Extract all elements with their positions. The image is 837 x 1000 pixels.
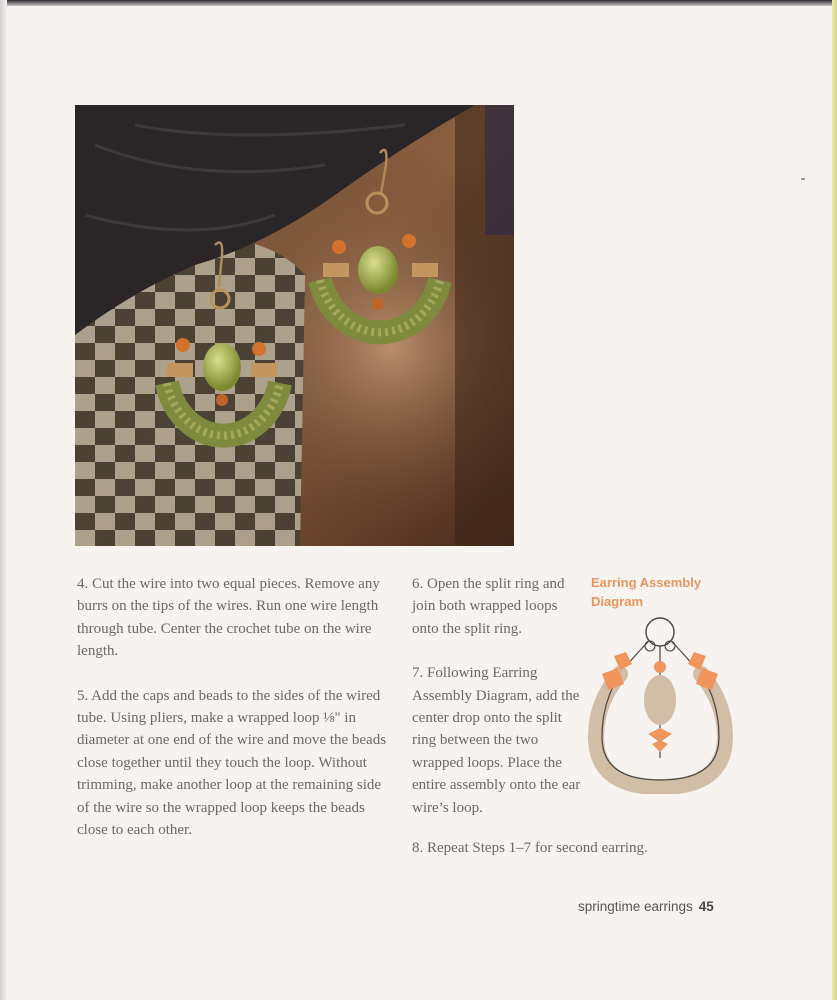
earrings-photo [75,105,514,546]
center-bottom-bead [648,728,672,742]
split-ring [646,618,674,646]
step-5-text: 5. Add the caps and beads to the sides of the wired tube. Using pliers, make a wrapped loop ⅛" in diameter at one end of the wire and move the beads close together until they touch the loop. Without trimming, make another loop at the remaining side of the wire so the wrapped loop keeps the beads close to each other. [77,687,387,839]
page-number: 45 [698,899,714,914]
page-edge-left [0,0,7,1000]
footer-section-title: springtime earrings [578,899,693,914]
step-7-text: 7. Following Earring Assembly Diagram, add the center drop onto the split ring between the two wrapped loops. Place the entire assembly onto the ear wire’s loop. [412,665,581,816]
instructions-column-left [77,573,397,863]
page-footer [578,899,714,914]
step-8-text: 8. Repeat Steps 1–7 for second earring. [412,840,648,856]
step-6-text: 6. Open the split ring and join both wrapped loops onto the split ring. [412,576,565,637]
instructions-column-middle [412,573,587,841]
earring-assembly-diagram [588,612,733,794]
center-small-bead [654,661,666,673]
diagram-title: Earring Assembly Diagram [591,575,702,609]
print-speck [801,178,805,180]
step-4-text: 4. Cut the wire into two equal pieces. Remove any burrs on the tips of the wires. Run one wire length through tube. Center the crochet tube on the wire length. [77,576,380,660]
page-edge-right [832,0,837,1000]
page-edge-top [0,0,837,6]
center-pearl [644,675,676,725]
